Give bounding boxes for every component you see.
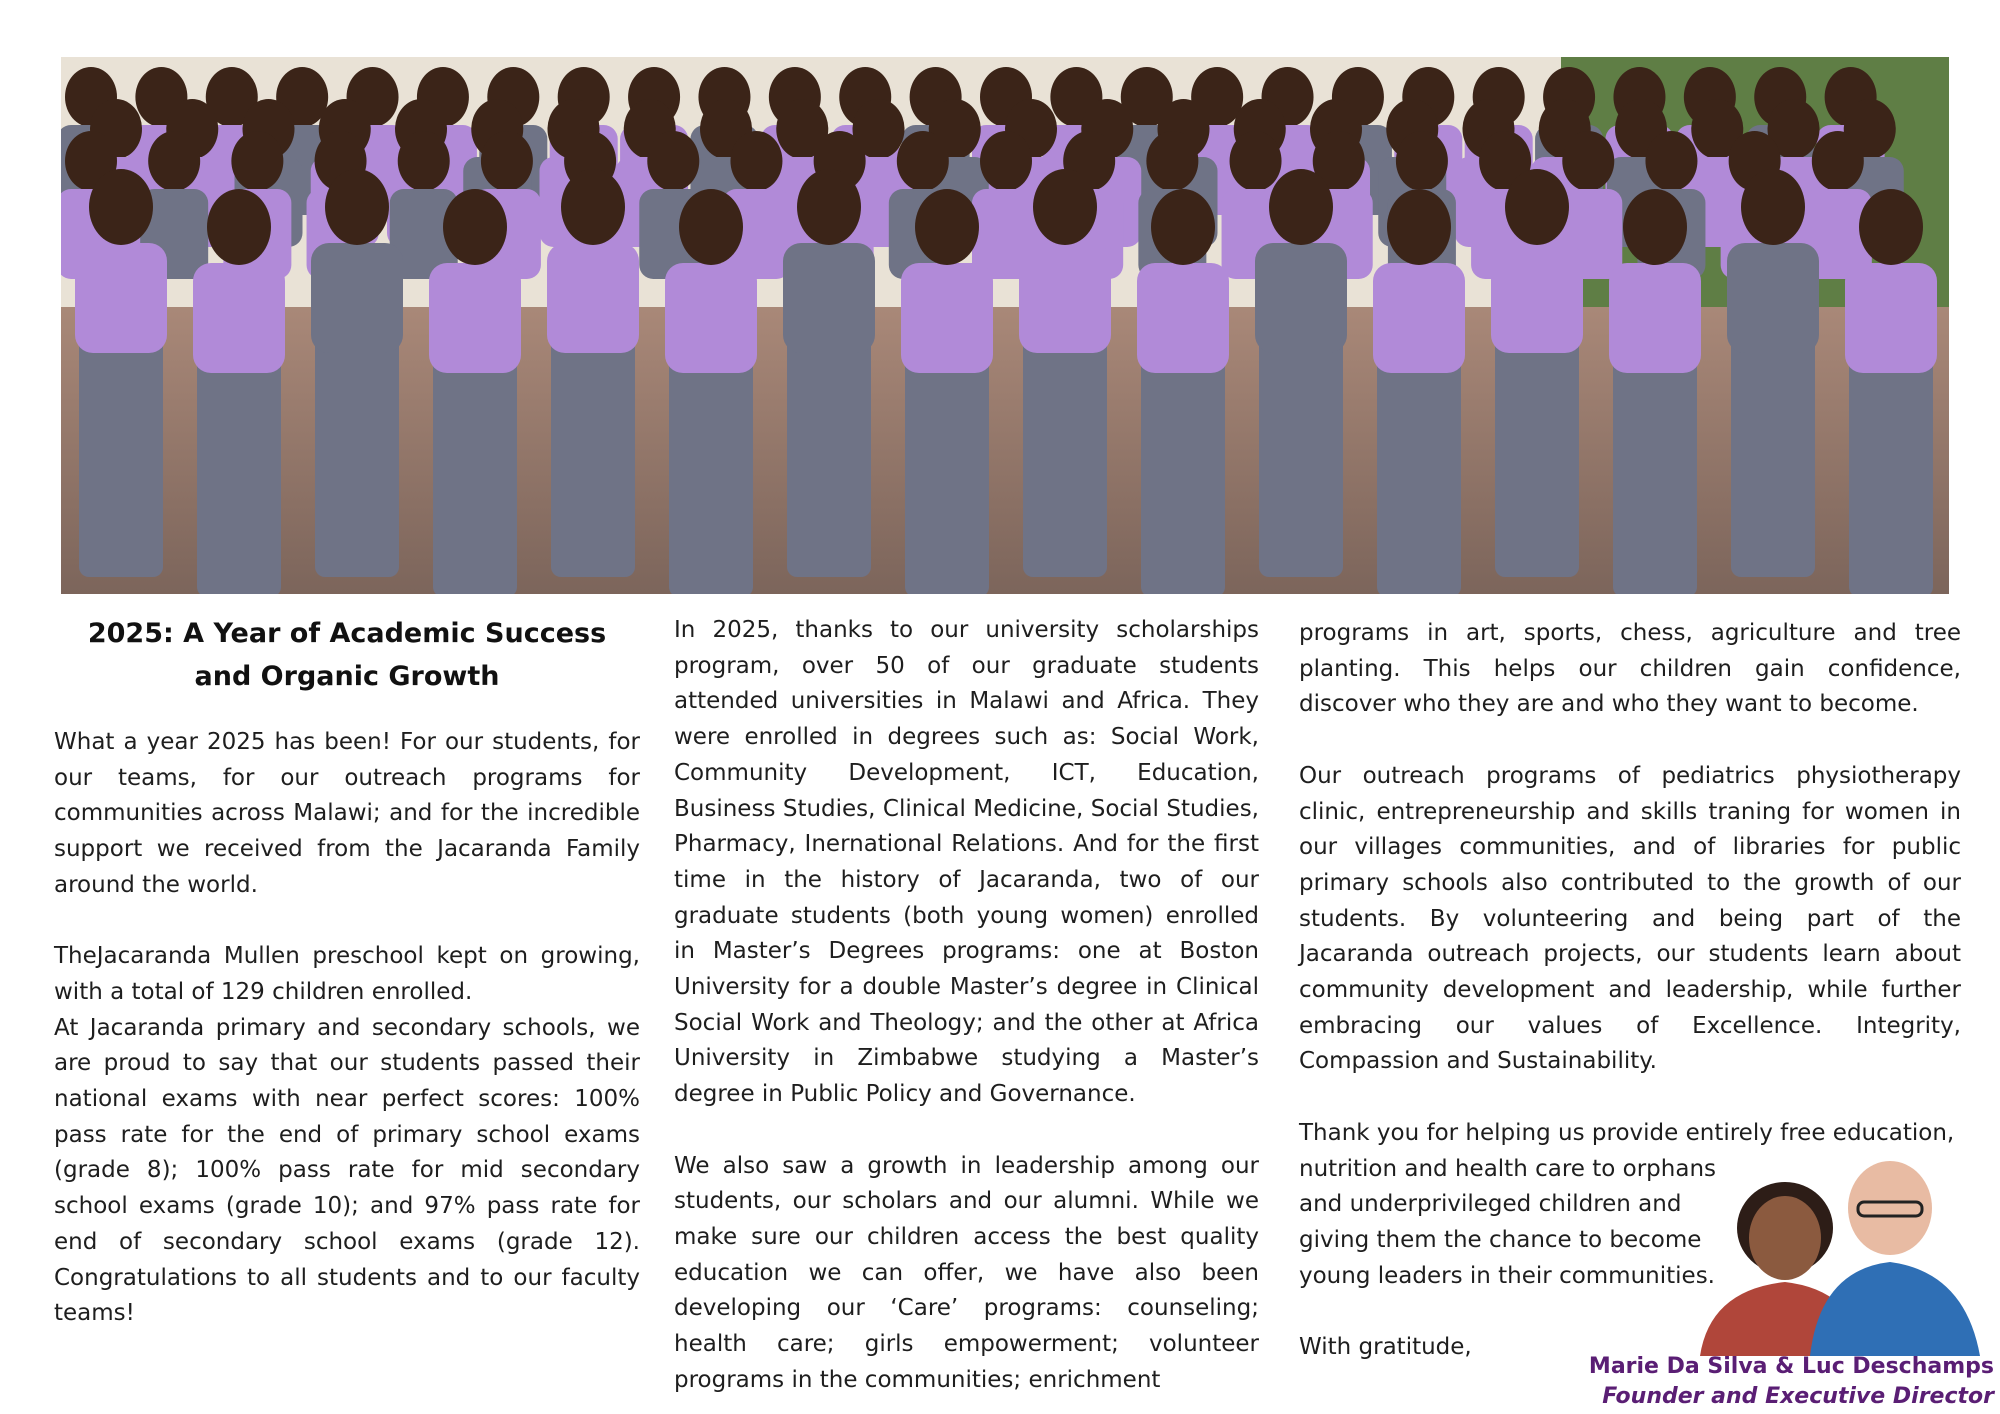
child-head-back <box>481 131 533 191</box>
column-1 <box>54 612 640 1332</box>
child-shirt-front <box>1491 243 1583 353</box>
child-head-front <box>325 169 389 245</box>
child-shirt-front <box>1137 263 1229 373</box>
intro-paragraph: What a year 2025 has been! For our students, for our teams, for our outreach programs for communities across Malawi; and for the incredible support we received from the Jacaranda Family around the world. <box>54 729 640 898</box>
outreach-paragraph: Our outreach programs of pediatrics physiotherapy clinic, entrepreneurship and skills traning for women in our villages communities, and of libraries for public primary schools also contributed to the growth of our students. By volunteering and being part of the Jacaranda outreach projects, our students learn about community development and leadership, while further embracing our values of Excellence. Integrity, Compassion and Sustainability. <box>1299 762 1961 1075</box>
child-head-front <box>89 169 153 245</box>
thanks-line-2: nutrition and health care to orphans <box>1299 1155 1716 1182</box>
closing-line: With gratitude, <box>1299 1334 1472 1361</box>
hero-photo <box>61 57 1949 594</box>
child-shirt-front <box>75 243 167 353</box>
child-head-front <box>1269 169 1333 245</box>
child-head-back <box>1562 131 1614 191</box>
child-uniform-front <box>1023 327 1107 577</box>
child-head-back <box>231 131 283 191</box>
child-uniform-front <box>787 327 871 577</box>
article-title <box>54 612 640 698</box>
child-head-back <box>1812 131 1864 191</box>
child-uniform-front <box>1613 347 1697 594</box>
child-uniform-front <box>79 327 163 577</box>
child-uniform-front <box>1849 347 1933 594</box>
child-shirt-front <box>783 243 875 353</box>
child-head-back <box>1645 131 1697 191</box>
child-head-front <box>1623 189 1687 265</box>
child-head-front <box>1859 189 1923 265</box>
child-uniform-front <box>315 327 399 577</box>
child-shirt-front <box>311 243 403 353</box>
child-shirt-front <box>1373 263 1465 373</box>
child-head-front <box>1387 189 1451 265</box>
child-uniform-front <box>905 347 989 594</box>
child-head-front <box>1505 169 1569 245</box>
child-head-front <box>679 189 743 265</box>
child-uniform-front <box>197 347 281 594</box>
child-uniform-front <box>1495 327 1579 577</box>
column-2 <box>674 613 1259 1398</box>
child-head-back <box>148 131 200 191</box>
child-uniform-front <box>433 347 517 594</box>
child-head-front <box>1741 169 1805 245</box>
signature-names: Marie Da Silva & Luc Deschamps <box>1588 1354 1994 1379</box>
thanks-line-5: young leaders in their communities. <box>1299 1262 1715 1289</box>
child-shirt-front <box>1255 243 1347 353</box>
thanks-line-1: Thank you for helping us provide entirely free education, <box>1299 1119 1955 1146</box>
title-line-2: and Organic Growth <box>194 661 500 692</box>
scholarships-paragraph: In 2025, thanks to our university scholarships program, over 50 of our graduate students attended universities in Malawi and Africa. They were enrolled in degrees such as: Social Work, Community Development, ICT, Education, Business Studies, Clinical Medicine, Social Studies, Pharmacy, Inernational Relations. And for the first time in the history of Jacaranda, two of our graduate students (both young women) enrolled in Master’s Degrees programs: one at Boston University for a double Master’s degree in Clinical Social Work and Theology; and the other at Africa University in Zimbabwe studying a Master’s degree in Public Policy and Governance. <box>674 617 1259 1108</box>
thanks-line-3: and underprivileged children and <box>1299 1191 1682 1218</box>
child-head-back <box>1396 131 1448 191</box>
schoolchildren-group-photo-icon <box>61 57 1949 594</box>
child-shirt-front <box>547 243 639 353</box>
child-uniform-front <box>1377 347 1461 594</box>
child-head-front <box>1033 169 1097 245</box>
child-head-back <box>398 131 450 191</box>
child-uniform-front <box>1141 347 1225 594</box>
child-head-front <box>207 189 271 265</box>
child-head-back <box>1146 131 1198 191</box>
child-head-front <box>797 169 861 245</box>
leadership-paragraph: We also saw a growth in leadership among our students, our scholars and our alumni. While we make sure our children access the best quality education we can offer, we have also been developing our ‘Care’ programs: counseling; health care; girls empowerment; volunteer programs in the communities; enrichment <box>674 1152 1259 1393</box>
child-shirt-front <box>901 263 993 373</box>
child-uniform-front <box>669 347 753 594</box>
child-head-back <box>897 131 949 191</box>
child-head-front <box>443 189 507 265</box>
child-head-back <box>1230 131 1282 191</box>
child-shirt-front <box>1727 243 1819 353</box>
child-head-front <box>1151 189 1215 265</box>
child-uniform-front <box>1259 327 1343 577</box>
child-head-front <box>915 189 979 265</box>
child-shirt-front <box>1609 263 1701 373</box>
child-shirt-front <box>193 263 285 373</box>
child-shirt-front <box>429 263 521 373</box>
thanks-line-4: giving them the chance to become <box>1299 1226 1702 1253</box>
founders-portrait-icon <box>1680 1160 1980 1356</box>
child-shirt-front <box>665 263 757 373</box>
title-line-1: 2025: A Year of Academic Success <box>87 618 607 649</box>
child-uniform-front <box>551 327 635 577</box>
child-shirt-front <box>1845 263 1937 373</box>
enrichment-paragraph: programs in art, sports, chess, agriculture and tree planting. This helps our children gain confidence, discover who they are and who they want to become. <box>1299 620 1961 718</box>
child-head-back <box>980 131 1032 191</box>
child-uniform-front <box>1731 327 1815 577</box>
child-head-back <box>730 131 782 191</box>
child-shirt-front <box>1019 243 1111 353</box>
signature-role: Founder and Executive Director <box>1602 1384 1994 1409</box>
exams-paragraph: At Jacaranda primary and secondary schools, we are proud to say that our students passed their national exams with near perfect scores: 100% pass rate for the end of primary school exams (grade 8); 100% pass rate for mid secondary school exams (grade 10); and 97% pass rate for end of secondary school exams (grade 12). Congratulations to all students and to our faculty teams! <box>54 1014 640 1327</box>
child-head-front <box>561 169 625 245</box>
preschool-paragraph: TheJacaranda Mullen preschool kept on growing, with a total of 129 children enrolled. <box>54 943 640 1005</box>
child-head-back <box>647 131 699 191</box>
